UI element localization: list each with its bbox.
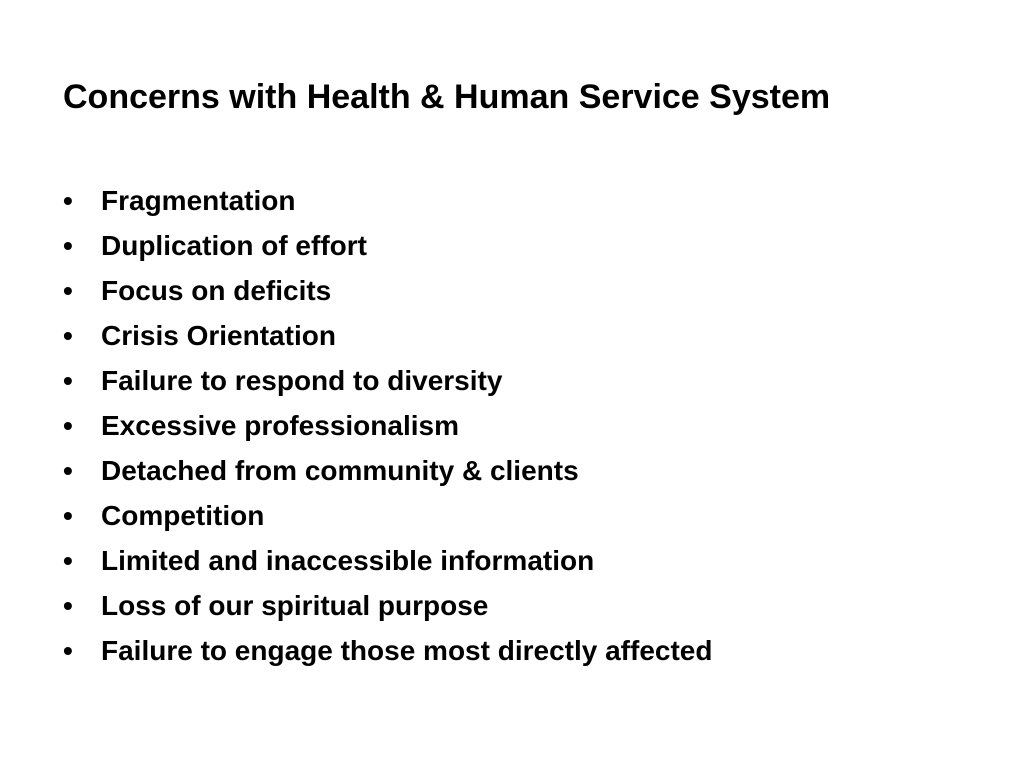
list-item-text: Focus on deficits [101, 275, 332, 306]
list-item [63, 493, 712, 538]
bullet-icon: • [63, 410, 73, 441]
list-item-text: Failure to engage those most directly affected [101, 635, 713, 666]
list-item-text: Fragmentation [101, 185, 296, 216]
bullet-icon: • [63, 635, 73, 666]
list-item [63, 178, 712, 223]
list-item [63, 223, 712, 268]
list-item [63, 403, 712, 448]
list-item-text: Limited and inaccessible information [101, 545, 595, 576]
list-item-text: Loss of our spiritual purpose [101, 590, 489, 621]
list-item-text: Excessive professionalism [101, 410, 459, 441]
list-item-text: Failure to respond to diversity [101, 365, 503, 396]
bullet-icon: • [63, 455, 73, 486]
bullet-icon: • [63, 320, 73, 351]
list-item [63, 538, 712, 583]
list-item-text: Crisis Orientation [101, 320, 336, 351]
list-item-text: Competition [101, 500, 265, 531]
list-item [63, 358, 712, 403]
list-item [63, 583, 712, 628]
bullet-icon: • [63, 545, 73, 576]
bullet-icon: • [63, 500, 73, 531]
list-item [63, 628, 712, 673]
list-item [63, 448, 712, 493]
bullet-list [63, 178, 712, 673]
list-item [63, 268, 712, 313]
slide-title: Concerns with Health & Human Service System [63, 78, 831, 116]
bullet-icon: • [63, 275, 73, 306]
list-item-text: Duplication of effort [101, 230, 367, 261]
bullet-icon: • [63, 590, 73, 621]
bullet-icon: • [63, 365, 73, 396]
bullet-icon: • [63, 185, 73, 216]
list-item [63, 313, 712, 358]
bullet-icon: • [63, 230, 73, 261]
list-item-text: Detached from community & clients [101, 455, 579, 486]
